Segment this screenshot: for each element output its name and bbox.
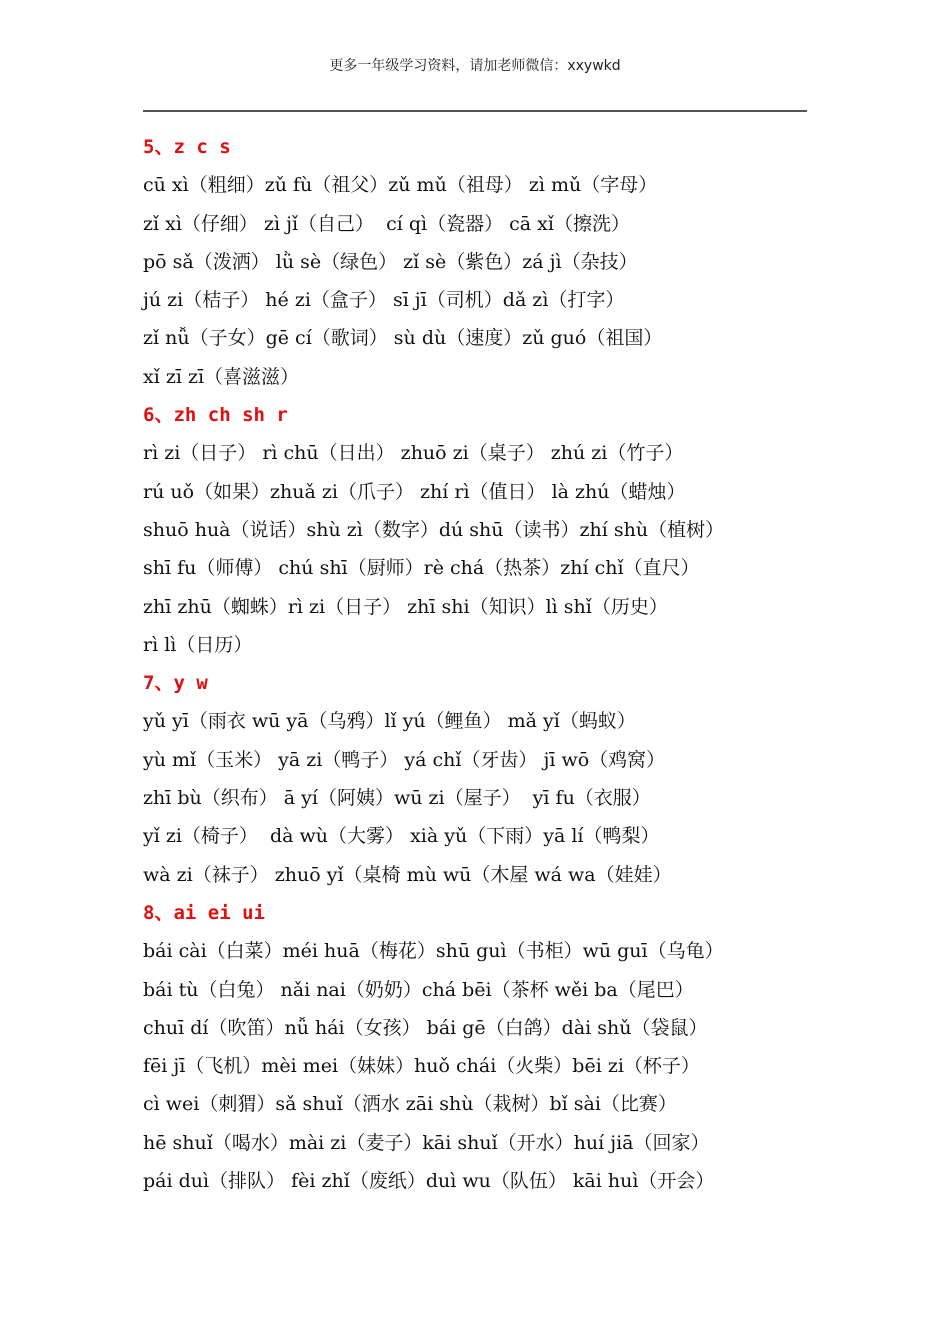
word-line: wà zi（袜子） zhuō yǐ（桌椅 mù wū（木屋 wá wa（娃娃） — [143, 863, 672, 886]
section-y-w — [143, 664, 823, 894]
word-line: zǐ xì（仔细） zì jǐ（自己） cí qì（瓷器） cā xǐ（擦洗） — [143, 212, 630, 235]
word-line: hē shuǐ（喝水）mài zi（麦子）kāi shuǐ（开水）huí jiā（回家） — [143, 1131, 710, 1154]
word-line: cū xì（粗细）zǔ fù（祖父）zǔ mǔ（祖母） zì mǔ（字母） — [143, 174, 658, 197]
header-divider — [143, 110, 807, 112]
section-heading: 7、y w — [143, 672, 208, 695]
word-line: yǔ yī（雨衣 wū yā（乌鸦）lǐ yú（鲤鱼） mǎ yǐ（蚂蚁） — [143, 710, 636, 733]
word-line: fēi jī（飞机）mèi mei（妹妹）huǒ chái（火柴）bēi zi（杯子） — [143, 1055, 700, 1078]
word-line: yǐ zi（椅子） dà wù（大雾） xià yǔ（下雨）yā lí（鸭梨） — [143, 825, 660, 848]
word-line: yù mǐ（玉米） yā zi（鸭子） yá chǐ（牙齿） jī wō（鸡窝） — [143, 748, 666, 771]
word-line: cì wei（刺猬）sǎ shuǐ（洒水 zāi shù（栽树）bǐ sài（比赛） — [143, 1093, 677, 1116]
section-zh-ch-sh-r — [143, 396, 823, 664]
word-line: xǐ zī zī（喜滋滋） — [143, 365, 300, 388]
section-heading: 6、zh ch sh r — [143, 404, 288, 427]
word-line: rì zi（日子） rì chū（日出） zhuō zi（桌子） zhú zi（竹子） — [143, 442, 684, 465]
word-line: jú zi（桔子） hé zi（盒子） sī jī（司机）dǎ zì（打字） — [143, 289, 625, 312]
document-body — [143, 128, 823, 1200]
word-line: zǐ nǚ（子女）gē cí（歌词） sù dù（速度）zǔ guó（祖国） — [143, 327, 663, 350]
word-line: bái cài（白菜）méi huā（梅花）shū guì（书柜）wū guī（乌龟） — [143, 940, 724, 963]
section-heading: 5、z c s — [143, 136, 231, 158]
word-line: rú uǒ（如果）zhuǎ zi（爪子） zhí rì（值日） là zhú（蜡烛） — [143, 480, 686, 503]
word-line: zhī bù（织布） ā yí（阿姨）wū zi（屋子） yī fu（衣服） — [143, 787, 651, 810]
word-line: shī fu（师傅） chú shī（厨师）rè chá（热茶）zhí chǐ（直尺） — [143, 557, 700, 580]
word-line: pō sǎ（泼洒） lǜ sè（绿色） zǐ sè（紫色）zá jì（杂技） — [143, 250, 638, 273]
word-line: shuō huà（说话）shù zì（数字）dú shū（读书）zhí shù（植树） — [143, 518, 725, 541]
header-note: 更多一年级学习资料，请加老师微信：xxywkd — [329, 58, 621, 74]
word-line: pái duì（排队） fèi zhǐ（废纸）duì wu（队伍） kāi huì（开会） — [143, 1170, 715, 1193]
section-heading: 8、ai ei ui — [143, 901, 265, 924]
section-ai-ei-ui — [143, 894, 823, 1200]
word-line: zhī zhū（蜘蛛）rì zi（日子） zhī shi（知识）lì shǐ（历史） — [143, 595, 668, 618]
word-line: chuī dí（吹笛）nǚ hái（女孩） bái gē（白鸽）dài shǔ（袋鼠） — [143, 1016, 708, 1039]
word-line: bái tù（白兔） nǎi nai（奶奶）chá bēi（茶杯 wěi ba（尾巴） — [143, 978, 694, 1001]
word-line: rì lì（日历） — [143, 633, 253, 656]
section-z-c-s — [143, 128, 823, 396]
